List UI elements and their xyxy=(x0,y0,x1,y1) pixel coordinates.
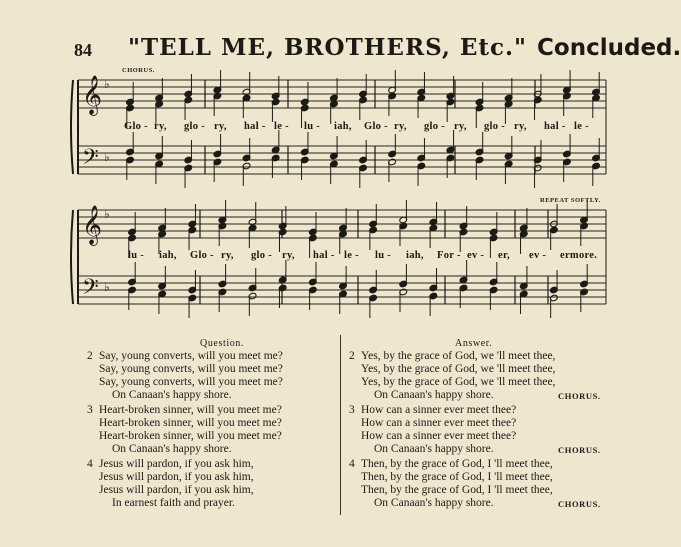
lyric-syllable: Glo - xyxy=(364,121,388,132)
stanza-line: Heart-broken sinner, will you meet me? xyxy=(99,417,282,429)
stanza xyxy=(349,350,555,402)
stanza-number: 2 xyxy=(349,350,355,362)
lyric-syllable: er, xyxy=(498,250,510,261)
stanza-line: Then, by the grace of God, I 'll meet thee, xyxy=(361,471,553,483)
stanza-line: Yes, by the grace of God, we 'll meet thee, xyxy=(361,363,556,375)
lyric-syllable: ev - xyxy=(467,250,485,261)
key-flat: ♭ xyxy=(104,150,110,164)
stanza-line: How can a sinner ever meet thee? xyxy=(361,430,517,442)
lyric-syllable: hal - xyxy=(544,121,566,132)
stanza-refrain-line: On Canaan's happy shore. xyxy=(112,443,232,455)
lyric-syllable: hal - xyxy=(313,250,335,261)
lyric-syllable: lu - xyxy=(304,121,321,132)
stanza-refrain-line: On Canaan's happy shore. xyxy=(112,389,232,401)
lyric-syllable: ry, xyxy=(454,121,467,132)
stanza-line: Jesus will pardon, if you ask him, xyxy=(99,458,254,470)
stanza-line: Heart-broken sinner, will you meet me? xyxy=(99,404,282,416)
stanza-line: Then, by the grace of God, I 'll meet thee, xyxy=(361,484,553,496)
key-flat: ♭ xyxy=(104,207,110,221)
lyric-syllable: glo - xyxy=(424,121,446,132)
lyric-syllable: ev - xyxy=(529,250,547,261)
lyric-syllable: hal - xyxy=(244,121,266,132)
page-number: 84 xyxy=(74,40,92,60)
title-concluded: Concluded. xyxy=(537,35,681,61)
lyric-syllable: lu - xyxy=(128,250,145,261)
lyric-syllable: Glo - xyxy=(190,250,214,261)
repeat-softly-label: REPEAT SOFTLY. xyxy=(540,197,601,204)
stanza-line: How can a sinner ever meet thee? xyxy=(361,417,517,429)
chorus-cue: CHORUS. xyxy=(558,445,601,455)
lyric-syllable: glo - xyxy=(484,121,506,132)
stanza-line: Heart-broken sinner, will you meet me? xyxy=(99,430,282,442)
stanza-refrain-line: In earnest faith and prayer. xyxy=(112,497,235,509)
lyric-syllable: glo - xyxy=(251,250,273,261)
stanza-number: 4 xyxy=(349,458,355,470)
stanza-line: Yes, by the grace of God, we 'll meet thee, xyxy=(361,350,556,362)
stanza-line: Yes, by the grace of God, we 'll meet thee, xyxy=(361,376,556,388)
lyric-syllable: le - xyxy=(344,250,359,261)
stanza-refrain-line: On Canaan's happy shore. xyxy=(374,497,494,509)
lyric-syllable: iah, xyxy=(406,250,424,261)
lyric-syllable: ry, xyxy=(154,121,167,132)
stanza xyxy=(87,404,282,456)
chorus-label: CHORUS. xyxy=(122,67,155,74)
lyric-syllable: iah, xyxy=(334,121,352,132)
stanza-line: Then, by the grace of God, I 'll meet thee, xyxy=(361,458,553,470)
stanza-number: 3 xyxy=(87,404,93,416)
stanza xyxy=(349,458,553,510)
bass-clef: 𝄢 xyxy=(82,145,99,175)
stanza-refrain-line: On Canaan's happy shore. xyxy=(374,389,494,401)
stanza-line: Say, young converts, will you meet me? xyxy=(99,376,283,388)
chorus-cue: CHORUS. xyxy=(558,391,601,401)
stanza xyxy=(349,404,516,456)
stanza-number: 4 xyxy=(87,458,93,470)
stanza-refrain-line: On Canaan's happy shore. xyxy=(374,443,494,455)
stanza-line: Jesus will pardon, if you ask him, xyxy=(99,471,254,483)
key-flat: ♭ xyxy=(104,77,110,91)
system-brace xyxy=(71,210,73,304)
lyric-syllable: ry, xyxy=(514,121,527,132)
lyric-syllable: ermore. xyxy=(560,250,598,261)
lyric-syllable: ry, xyxy=(214,121,227,132)
stanza-line: Jesus will pardon, if you ask him, xyxy=(99,484,254,496)
stanza-number: 3 xyxy=(349,404,355,416)
lyric-syllable: ry, xyxy=(282,250,295,261)
chorus-cue: CHORUS. xyxy=(558,499,601,509)
answer-heading: Answer. xyxy=(455,338,493,349)
stanza xyxy=(87,458,254,510)
column-divider xyxy=(340,335,341,515)
stanza-number: 2 xyxy=(87,350,93,362)
lyric-syllable: Glo - xyxy=(124,121,148,132)
music-systems xyxy=(71,70,606,318)
lyric-syllable: For - xyxy=(437,250,461,261)
lyric-syllable: le - xyxy=(574,121,589,132)
lyric-syllable: glo - xyxy=(184,121,206,132)
lyric-syllable: ry, xyxy=(394,121,407,132)
key-flat: ♭ xyxy=(104,280,110,294)
bass-clef: 𝄢 xyxy=(82,275,99,305)
lyric-syllable: ry, xyxy=(221,250,234,261)
stanza-line: Say, young converts, will you meet me? xyxy=(99,363,283,375)
lyric-syllable: iah, xyxy=(159,250,177,261)
lyric-syllable: lu - xyxy=(375,250,392,261)
title-text: "TELL ME, BROTHERS, Etc." xyxy=(128,34,528,61)
stanza-line: Say, young converts, will you meet me? xyxy=(99,350,283,362)
stanza xyxy=(87,350,283,402)
treble-clef: 𝄞 xyxy=(82,75,103,115)
lyric-syllable: le - xyxy=(274,121,289,132)
system-brace xyxy=(71,80,73,174)
question-heading: Question. xyxy=(200,338,245,349)
treble-clef: 𝄞 xyxy=(82,205,103,245)
stanza-line: How can a sinner ever meet thee? xyxy=(361,404,517,416)
